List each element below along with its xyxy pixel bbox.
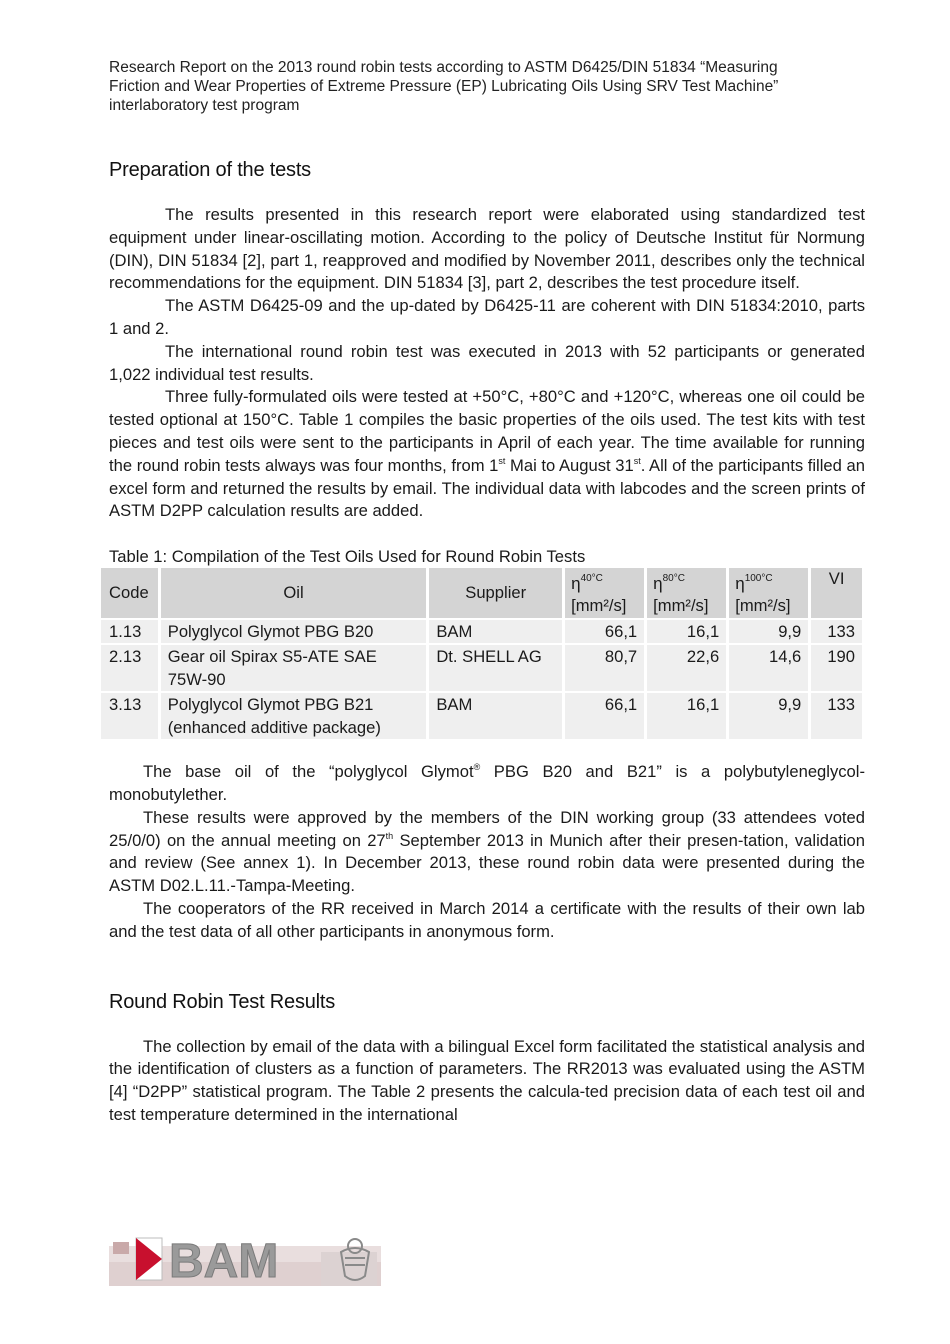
header-supplier: Supplier <box>429 568 562 618</box>
cell-eta40: 66,1 <box>565 693 644 739</box>
paragraph-prep-4: Three fully-formulated oils were tested at +50°C, +80°C and +120°C, whereas one oil could be tested optional at 150°C. Table 1 compiles the basic properties of the oils used. The test kits with test pieces and test oils were sent to the participants in April of each year. The time available for running the round robin tests always was four months, from 1st Mai to August 31st. All of the participants filled an excel form and returned the results by email. The individual data with labcodes and the screen prints of ASTM D2PP calculation results are added. <box>109 387 865 521</box>
cell-eta40: 66,1 <box>565 620 644 643</box>
cell-oil: Polyglycol Glymot PBG B21 (enhanced additive package) <box>161 693 427 739</box>
cell-code: 3.13 <box>101 693 158 739</box>
test-oils-table <box>98 566 865 741</box>
cell-vi: 133 <box>811 620 862 643</box>
bam-logo-text: BAM <box>169 1235 279 1286</box>
paragraph-approval: These results were approved by the members of the DIN working group (33 attendees voted 25/0/0) on the annual meeting on 27th September 2013 in Munich after their presen-tation, validation and review (See annex 1). In December 2013, these round robin data were presented during the ASTM D02.L.11.-Tampa-Meeting. <box>109 807 865 896</box>
paragraph-certificate: The cooperators of the RR received in March 2014 a certificate with the results of their own lab and the test data of all other participants in anonymous form. <box>109 898 865 941</box>
cell-oil: Polyglycol Glymot PBG B20 <box>161 620 427 643</box>
paragraph-prep-1: The results presented in this research report were elaborated using standardized test equipment under linear-oscillating motion. According to the policy of Deutsche Institut für Normung (DIN), DIN 51834 [2], part 1, reapproved and modified by November 2011, describes only the technical recommendations for the equipment. DIN 51834 [3], part 2, describes the test procedure itself. <box>109 205 865 293</box>
paragraph-prep-3: The international round robin test was executed in 2013 with 52 participants or generated 1,022 individual test results. <box>109 341 865 384</box>
cell-eta80: 16,1 <box>647 620 726 643</box>
header-line-1: Research Report on the 2013 round robin tests according to ASTM D6425/DIN 51834 “Measuring <box>109 59 778 76</box>
cell-supplier: BAM <box>429 693 562 739</box>
paragraph-base-oil: The base oil of the “polyglycol Glymot® PBG B20 and B21” is a polybutyleneglycol-monobutylether. <box>109 762 865 804</box>
header-line-3: interlaboratory test program <box>109 97 300 114</box>
cell-eta100: 9,9 <box>729 620 808 643</box>
cell-eta80: 22,6 <box>647 645 726 691</box>
header-code: Code <box>101 568 158 618</box>
section-title-preparation: Preparation of the tests <box>109 159 311 181</box>
header-eta80: $\eta^{80^\circ C}$ [mm²/s] <box>647 568 726 618</box>
cell-code: 1.13 <box>101 620 158 643</box>
cell-eta40: 80,7 <box>565 645 644 691</box>
bam-x-mark-icon <box>136 1238 162 1280</box>
table-row <box>101 693 862 739</box>
cell-supplier: Dt. SHELL AG <box>429 645 562 691</box>
header-vi: VI <box>811 568 862 618</box>
header-eta100: $\eta^{100^\circ C}$ [mm²/s] <box>729 568 808 618</box>
header-line-2: Friction and Wear Properties of Extreme Pressure (EP) Lubricating Oils Using SRV Test Machine” <box>109 78 779 95</box>
table-row <box>101 645 862 691</box>
section-title-results: Round Robin Test Results <box>109 990 336 1013</box>
cell-eta100: 9,9 <box>729 693 808 739</box>
cell-vi: 190 <box>811 645 862 691</box>
running-header <box>109 58 865 115</box>
cell-supplier: BAM <box>429 620 562 643</box>
document-page <box>109 58 865 1127</box>
bam-logo-image <box>109 1232 381 1286</box>
cell-oil: Gear oil Spirax S5-ATE SAE 75W-90 <box>161 645 427 691</box>
bam-logo <box>109 1232 381 1286</box>
cell-eta80: 16,1 <box>647 693 726 739</box>
table-row <box>101 620 862 643</box>
cell-code: 2.13 <box>101 645 158 691</box>
paragraph-prep-2: The ASTM D6425-09 and the up-dated by D6425-11 are coherent with DIN 51834:2010, parts 1 and 2. <box>109 296 865 338</box>
cell-vi: 133 <box>811 693 862 739</box>
header-oil: Oil <box>161 568 427 618</box>
header-eta40: $\eta^{40^\circ C}$ [mm²/s] <box>565 568 644 618</box>
table-caption: Table 1: Compilation of the Test Oils Used for Round Robin Tests <box>109 547 586 567</box>
paragraph-results-1: The collection by email of the data with a bilingual Excel form facilitated the statistical analysis and the identification of clusters as a function of parameters. The RR2013 was evaluated using the ASTM [4] “D2PP” statistical program. The Table 2 presents the calcula-ted precision data of each test oil and test temperature determined in the international <box>109 1036 865 1124</box>
table-header-row <box>101 568 862 618</box>
cell-eta100: 14,6 <box>729 645 808 691</box>
